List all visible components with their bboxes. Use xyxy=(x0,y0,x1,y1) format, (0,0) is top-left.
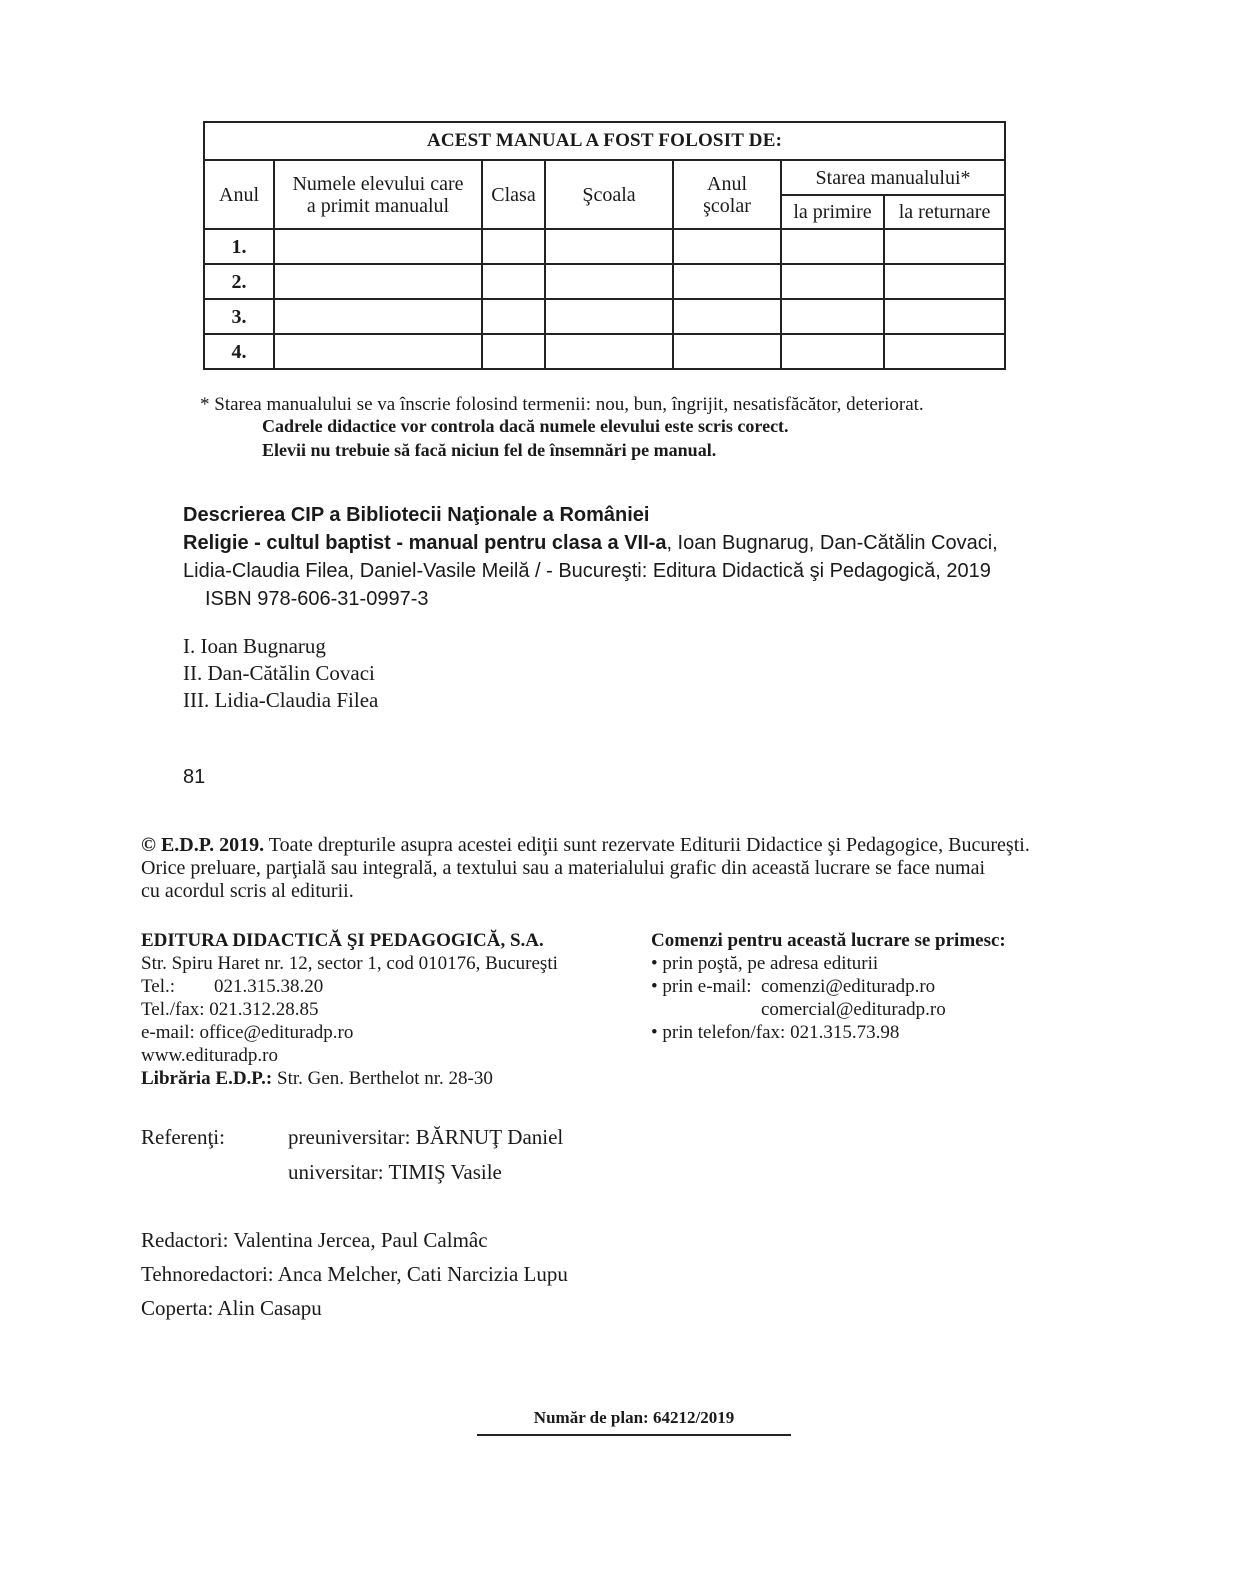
table-row xyxy=(204,229,1005,264)
empty-cell xyxy=(482,229,545,264)
header-la-primire: la primire xyxy=(781,195,884,229)
empty-cell xyxy=(781,299,884,334)
cip-line1 xyxy=(183,529,1183,557)
header-scoala: Şcoala xyxy=(545,160,673,229)
empty-cell xyxy=(482,264,545,299)
publisher-fax: Tel./fax: 021.312.28.85 xyxy=(141,999,319,1020)
publisher-block xyxy=(141,929,641,1090)
copyright-line1 xyxy=(141,834,1141,857)
empty-cell xyxy=(781,334,884,369)
orders-heading: Comenzi pentru această lucrare se primesc: xyxy=(651,930,1006,951)
tel-value: 021.315.38.20 xyxy=(214,976,324,997)
note-cadrele: Cadrele didactice vor controla dacă numele elevului este scris corect. xyxy=(262,416,789,436)
header-clasa: Clasa xyxy=(482,160,545,229)
author-item: III. Lidia-Claudia Filea xyxy=(183,688,379,712)
cip-line2: Lidia-Claudia Filea, Daniel-Vasile Meilă / - Bucureşti: Editura Didactică şi Pedagogică, 2019 xyxy=(183,560,991,582)
empty-cell xyxy=(545,229,673,264)
orders-email xyxy=(651,975,1101,998)
empty-cell xyxy=(673,229,781,264)
empty-cell xyxy=(673,299,781,334)
header-anul-scolar-line1: Anul xyxy=(707,172,747,195)
empty-cell xyxy=(545,299,673,334)
orders-block xyxy=(651,929,1101,1044)
empty-cell xyxy=(884,264,1005,299)
table-row xyxy=(204,334,1005,369)
publisher-name: EDITURA DIDACTICĂ ŞI PEDAGOGICĂ, S.A. xyxy=(141,930,544,951)
header-anul-scolar-line2: şcolar xyxy=(703,194,751,217)
copyright-line2: Orice preluare, parţială sau integrală, a textului sau a materialului grafic din această lucrare se face numai xyxy=(141,857,986,879)
row-number: 4. xyxy=(204,334,274,369)
orders-email1: comenzi@edituradp.ro xyxy=(761,976,936,997)
copyright-rest: Toate drepturile asupra acestei ediţii sunt rezervate Editurii Didactice şi Pedagogice, Bucureşti. xyxy=(264,834,1030,856)
redactori: Redactori: Valentina Jercea, Paul Calmâc xyxy=(141,1228,488,1252)
publisher-web: www.edituradp.ro xyxy=(141,1045,279,1066)
orders-email-label: • prin e-mail: xyxy=(651,976,752,997)
header-numele-line2: a primit manualul xyxy=(306,194,450,217)
header-anul-scolar xyxy=(673,160,781,229)
empty-cell xyxy=(884,334,1005,369)
table-row xyxy=(204,264,1005,299)
empty-cell xyxy=(781,264,884,299)
header-starea: Starea manualului* xyxy=(781,160,1005,195)
header-numele xyxy=(274,160,482,229)
empty-cell xyxy=(274,299,482,334)
empty-cell xyxy=(274,229,482,264)
referent-preuniversitar: preuniversitar: BĂRNUŢ Daniel xyxy=(288,1125,564,1149)
orders-phone: • prin telefon/fax: 021.315.73.98 xyxy=(651,1022,900,1043)
isbn: ISBN 978-606-31-0997-3 xyxy=(205,588,429,610)
authors-list xyxy=(183,633,378,714)
note-elevii: Elevii nu trebuie să facă niciun fel de însemnări pe manual. xyxy=(262,440,717,460)
cip-block xyxy=(183,501,1183,613)
row-number: 1. xyxy=(204,229,274,264)
plan-number-block xyxy=(477,1408,791,1436)
referenti-label: Referenţi: xyxy=(141,1125,225,1149)
cip-code: 81 xyxy=(183,766,206,788)
plan-number: Număr de plan: 64212/2019 xyxy=(533,1408,735,1427)
empty-cell xyxy=(781,229,884,264)
header-numele-line1: Numele elevului care xyxy=(292,172,464,195)
table-row xyxy=(204,299,1005,334)
tel-label: Tel.: xyxy=(141,976,176,997)
empty-cell xyxy=(673,334,781,369)
empty-cell xyxy=(482,299,545,334)
publisher-email: e-mail: office@edituradp.ro xyxy=(141,1022,354,1043)
publisher-tel xyxy=(141,975,641,998)
orders-email2: comercial@edituradp.ro xyxy=(761,999,946,1020)
libraria-label: Librăria E.D.P.: xyxy=(141,1068,273,1089)
publisher-address: Str. Spiru Haret nr. 12, sector 1, cod 010176, Bucureşti xyxy=(141,953,558,974)
tehnoredactori: Tehnoredactori: Anca Melcher, Cati Narcizia Lupu xyxy=(141,1262,568,1286)
usage-table xyxy=(203,121,1006,370)
staff-block xyxy=(141,1223,568,1325)
copyright-block xyxy=(141,834,1141,903)
copyright-bold: © E.D.P. 2019. xyxy=(141,834,265,856)
header-la-returnare: la returnare xyxy=(884,195,1005,229)
book-title: Religie - cultul baptist - manual pentru clasa a VII-a xyxy=(183,532,667,554)
cip-heading: Descrierea CIP a Bibliotecii Naţionale a României xyxy=(183,504,650,526)
empty-cell xyxy=(673,264,781,299)
copyright-line3: cu acordul scris al editurii. xyxy=(141,880,354,902)
note-starea: * Starea manualului se va înscrie folosind termenii: nou, bun, îngrijit, nesatisfăcător, deteriorat. xyxy=(200,394,924,415)
empty-cell xyxy=(884,299,1005,334)
empty-cell xyxy=(274,264,482,299)
orders-post: • prin poştă, pe adresa editurii xyxy=(651,953,879,974)
empty-cell xyxy=(545,334,673,369)
empty-cell xyxy=(545,264,673,299)
libraria-address: Str. Gen. Berthelot nr. 28-30 xyxy=(272,1068,493,1089)
row-number: 2. xyxy=(204,264,274,299)
table-title: ACEST MANUAL A FOST FOLOSIT DE: xyxy=(204,122,1005,160)
referent-universitar: universitar: TIMIŞ Vasile xyxy=(288,1160,502,1184)
empty-cell xyxy=(884,229,1005,264)
coperta: Coperta: Alin Casapu xyxy=(141,1296,322,1320)
empty-cell xyxy=(482,334,545,369)
publisher-libraria xyxy=(141,1067,641,1090)
author-item: I. Ioan Bugnarug xyxy=(183,634,326,658)
empty-cell xyxy=(274,334,482,369)
header-anul: Anul xyxy=(204,160,274,229)
author-item: II. Dan-Cătălin Covaci xyxy=(183,661,375,685)
cip-authors: , Ioan Bugnarug, Dan-Cătălin Covaci, xyxy=(666,532,998,554)
row-number: 3. xyxy=(204,299,274,334)
